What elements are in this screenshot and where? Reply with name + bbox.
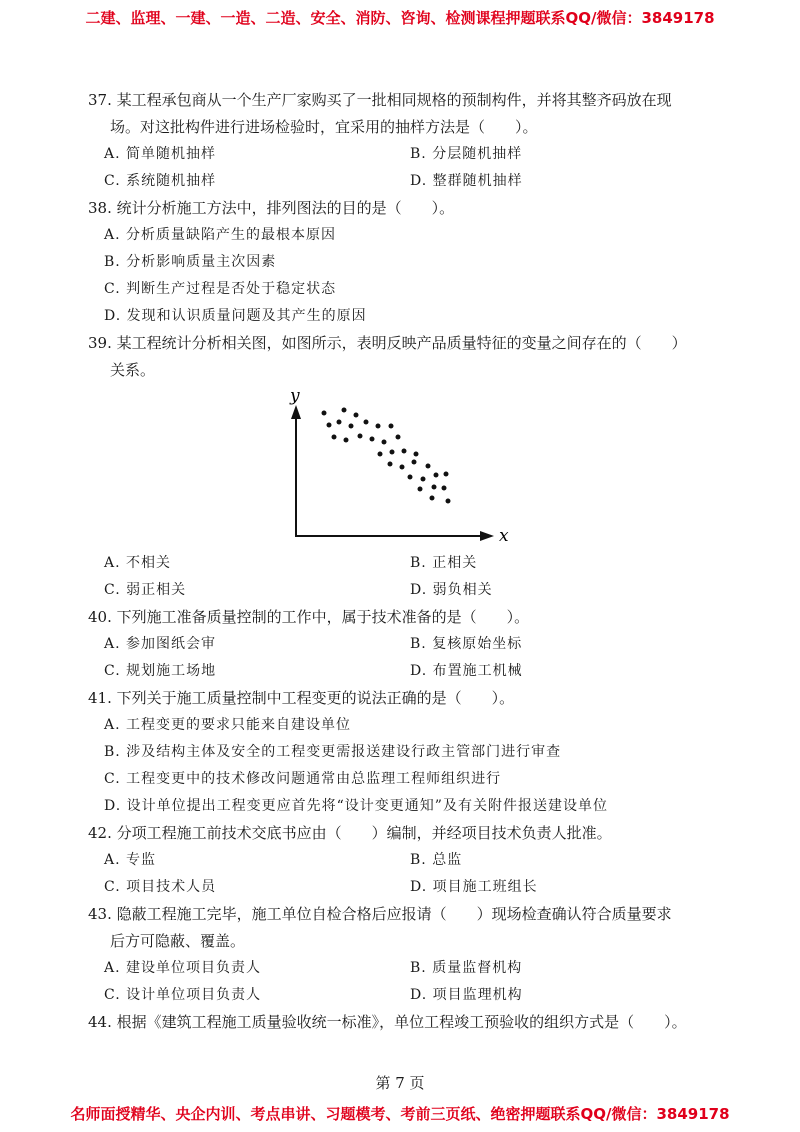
scatter-point bbox=[327, 423, 332, 428]
q41-stem: 41. 下列关于施工质量控制中工程变更的说法正确的是（ ）。 bbox=[88, 689, 515, 707]
q41-option-d: D. 设计单位提出工程变更应首先将“设计变更通知”及有关附件报送建设单位 bbox=[104, 798, 608, 814]
q43-option-c: C. 设计单位项目负责人 bbox=[104, 987, 262, 1003]
x-axis-arrow bbox=[480, 531, 494, 541]
q43-option-a: A. 建设单位项目负责人 bbox=[104, 960, 262, 976]
q39-option-b: B. 正相关 bbox=[410, 555, 478, 571]
q41-option-b: B. 涉及结构主体及安全的工程变更需报送建设行政主管部门进行审查 bbox=[104, 744, 562, 760]
scatter-point bbox=[408, 475, 413, 480]
scatter-points bbox=[322, 408, 451, 504]
scatter-point bbox=[396, 435, 401, 440]
y-axis-arrow bbox=[291, 405, 301, 419]
q43-option-d: D. 项目监理机构 bbox=[410, 987, 523, 1003]
q38-option-c: C. 判断生产过程是否处于稳定状态 bbox=[104, 281, 337, 297]
correlation-scatter-diagram bbox=[282, 385, 512, 545]
q39-option-a: A. 不相关 bbox=[104, 555, 172, 571]
q42-option-b: B. 总监 bbox=[410, 852, 463, 868]
scatter-point bbox=[337, 420, 342, 425]
scatter-point bbox=[432, 485, 437, 490]
scatter-point bbox=[418, 487, 423, 492]
scatter-point bbox=[412, 460, 417, 465]
q40-stem: 40. 下列施工准备质量控制的工作中，属于技术准备的是（ ）。 bbox=[88, 608, 530, 626]
q43-option-b: B. 质量监督机构 bbox=[410, 960, 523, 976]
scatter-point bbox=[444, 472, 449, 477]
q42-option-c: C. 项目技术人员 bbox=[104, 879, 217, 895]
q43-stem-line2: 后方可隐蔽、覆盖。 bbox=[110, 932, 246, 950]
scatter-point bbox=[349, 424, 354, 429]
q40-option-b: B. 复核原始坐标 bbox=[410, 636, 523, 652]
x-axis-label: x bbox=[499, 526, 509, 545]
q37-option-c: C. 系统随机抽样 bbox=[104, 173, 217, 189]
scatter-point bbox=[400, 465, 405, 470]
scatter-point bbox=[388, 462, 393, 467]
scatter-point bbox=[430, 496, 435, 501]
scatter-point bbox=[389, 424, 394, 429]
scatter-point bbox=[378, 452, 383, 457]
header-banner: 二建、监理、一建、一造、二造、安全、消防、咨询、检测课程押题联系QQ/微信：3849178 bbox=[85, 9, 715, 27]
footer-banner: 名师面授精华、央企内训、考点串讲、习题模考、考前三页纸、绝密押题联系QQ/微信：3849178 bbox=[70, 1105, 730, 1123]
scatter-point bbox=[442, 486, 447, 491]
q37-stem-line1: 37. 某工程承包商从一个生产厂家购买了一批相同规格的预制构件，并将其整齐码放在现 bbox=[88, 91, 672, 109]
scatter-point bbox=[370, 437, 375, 442]
q39-stem-line1: 39. 某工程统计分析相关图，如图所示，表明反映产品质量特征的变量之间存在的（ ） bbox=[88, 334, 687, 352]
scatter-point bbox=[344, 438, 349, 443]
q39-option-c: C. 弱正相关 bbox=[104, 582, 187, 598]
scatter-point bbox=[358, 434, 363, 439]
q40-option-d: D. 布置施工机械 bbox=[410, 663, 523, 679]
q37-stem-line2: 场。对这批构件进行进场检验时，宜采用的抽样方法是（ ）。 bbox=[110, 118, 538, 136]
q37-option-b: B. 分层随机抽样 bbox=[410, 146, 523, 162]
scatter-point bbox=[382, 440, 387, 445]
scatter-point bbox=[434, 473, 439, 478]
q38-option-d: D. 发现和认识质量问题及其产生的原因 bbox=[104, 308, 367, 324]
scatter-point bbox=[332, 435, 337, 440]
q42-option-a: A. 专监 bbox=[104, 852, 157, 868]
y-axis-label: y bbox=[290, 386, 300, 406]
scatter-point bbox=[402, 449, 407, 454]
q38-option-b: B. 分析影响质量主次因素 bbox=[104, 254, 277, 270]
scatter-point bbox=[446, 499, 451, 504]
q44-stem: 44. 根据《建筑工程施工质量验收统一标准》，单位工程竣工预验收的组织方式是（ ）。 bbox=[88, 1013, 687, 1031]
scatter-point bbox=[426, 464, 431, 469]
q38-stem: 38. 统计分析施工方法中，排列图法的目的是（ ）。 bbox=[88, 199, 455, 217]
scatter-point bbox=[354, 413, 359, 418]
q38-option-a: A. 分析质量缺陷产生的最根本原因 bbox=[104, 227, 337, 243]
page-number: 第 7 页 bbox=[375, 1074, 425, 1092]
q42-stem: 42. 分项工程施工前技术交底书应由（ ）编制，并经项目技术负责人批准。 bbox=[88, 824, 612, 842]
scatter-point bbox=[322, 411, 327, 416]
q41-option-c: C. 工程变更中的技术修改问题通常由总监理工程师组织进行 bbox=[104, 771, 502, 787]
q43-stem-line1: 43. 隐蔽工程施工完毕，施工单位自检合格后应报请（ ）现场检查确认符合质量要求 bbox=[88, 905, 672, 923]
q40-option-a: A. 参加图纸会审 bbox=[104, 636, 217, 652]
scatter-point bbox=[364, 420, 369, 425]
q40-option-c: C. 规划施工场地 bbox=[104, 663, 217, 679]
q39-stem-line2: 关系。 bbox=[110, 361, 156, 379]
q39-option-d: D. 弱负相关 bbox=[410, 582, 493, 598]
scatter-point bbox=[390, 450, 395, 455]
q41-option-a: A. 工程变更的要求只能来自建设单位 bbox=[104, 717, 352, 733]
scatter-point bbox=[421, 477, 426, 482]
q42-option-d: D. 项目施工班组长 bbox=[410, 879, 538, 895]
scatter-point bbox=[376, 424, 381, 429]
scatter-point bbox=[342, 408, 347, 413]
q37-option-a: A. 简单随机抽样 bbox=[104, 146, 217, 162]
q37-option-d: D. 整群随机抽样 bbox=[410, 173, 523, 189]
scatter-point bbox=[414, 452, 419, 457]
